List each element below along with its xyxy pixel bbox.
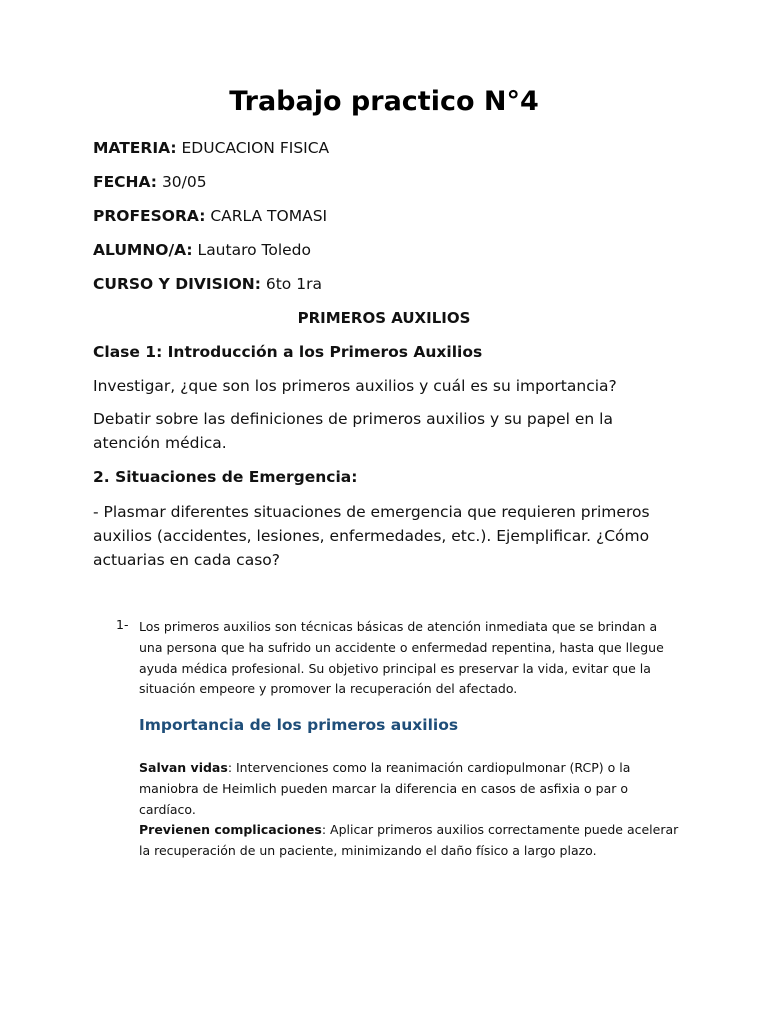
field-label: ALUMNO/A: [93,241,193,259]
field-value: EDUCACION FISICA [176,139,330,157]
field-label: PROFESORA: [93,207,206,225]
field-value: Lautaro Toledo [192,241,312,259]
situaciones-paragraph: - Plasmar diferentes situaciones de emergencia que requieren primeros auxilios (accidentes, lesiones, enfermedades, etc.). Ejemplificar. ¿Cómo actuarias en cada caso? [93,503,650,569]
situaciones-heading: 2. Situaciones de Emergencia: [93,468,358,486]
field-profesora [93,207,327,225]
answer-number: 1- [116,617,129,632]
debatir-paragraph: Debatir sobre las definiciones de primeros auxilios y su papel en la atención médica. [93,410,613,452]
investigar-paragraph: Investigar, ¿que son los primeros auxilios y cuál es su importancia? [93,377,617,395]
point-text: : Aplicar primeros auxilios correctamente puede acelerar la recuperación de un paciente, minimizando el daño físico a largo plazo. [139,822,679,858]
importance-heading: Importancia de los primeros auxilios [139,716,459,734]
clase-heading: Clase 1: Introducción a los Primeros Auxilios [93,343,483,361]
field-materia [93,139,329,157]
point-term: Previenen complicaciones [139,822,322,837]
document-title: Trabajo practico N°4 [229,86,539,117]
field-value: 6to 1ra [260,275,322,293]
field-label: FECHA: [93,173,158,191]
section-title: PRIMEROS AUXILIOS [297,309,471,327]
field-label: CURSO Y DIVISION: [93,275,261,293]
point-text: : Intervenciones como la reanimación cardiopulmonar (RCP) o la maniobra de Heimlich pueden marcar la diferencia en casos de asfixia o par o cardíaco. [139,760,631,817]
field-curso [93,275,322,293]
field-value: CARLA TOMASI [205,207,328,225]
field-fecha [93,173,207,191]
field-alumno [93,241,311,259]
field-label: MATERIA: [93,139,177,157]
point-previenen [139,820,679,862]
answer-paragraph: Los primeros auxilios son técnicas básicas de atención inmediata que se brindan a una persona que ha sufrido un accidente o enfermedad repentina, hasta que llegue ayuda médica profesional. Su objetivo principal es preservar la vida, evitar que la situación empeore y promover la recuperación del afectado. [139,619,664,697]
point-term: Salvan vidas [139,760,228,775]
field-value: 30/05 [157,173,207,191]
point-salvan-vidas [139,758,679,820]
